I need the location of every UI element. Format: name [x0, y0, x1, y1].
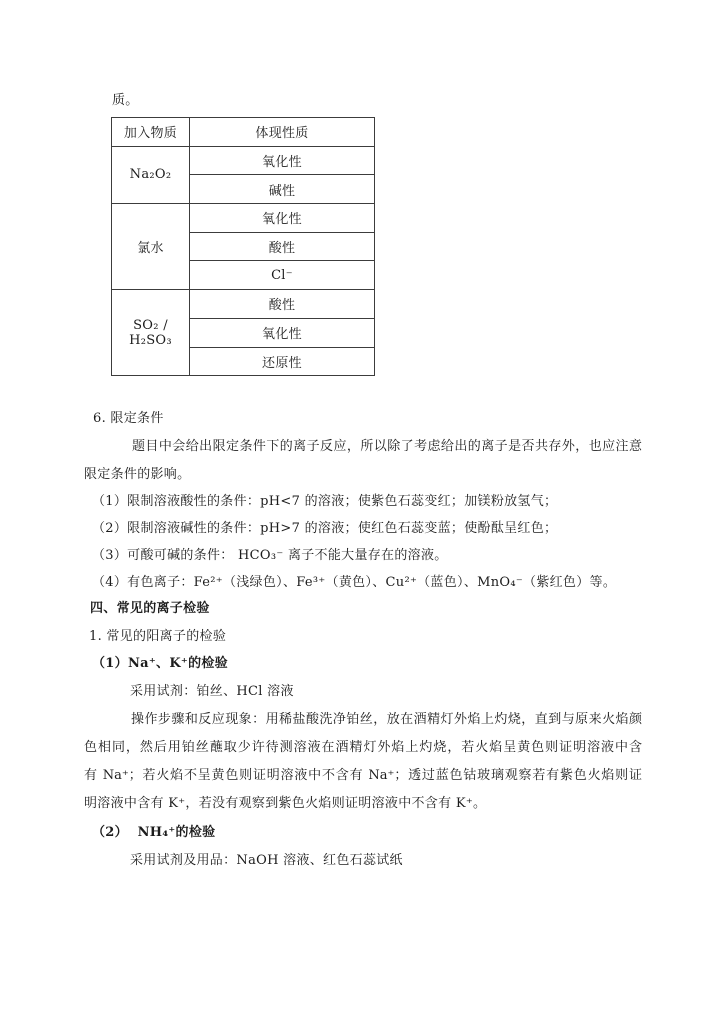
- nh4-test-heading: （2） NH₄⁺的检验: [92, 825, 216, 840]
- property-cell: 氧化性: [190, 204, 375, 233]
- na-k-procedure-line4: 明溶液中含有 K⁺，若没有观察到紫色火焰则证明溶液中不含有 K⁺。: [84, 796, 487, 811]
- condition-item-1: （1）限制溶液酸性的条件：pH<7 的溶液；使紫色石蕊变红；加镁粉放氢气；: [92, 494, 558, 509]
- na-k-test-heading: （1）Na⁺、K⁺的检验: [92, 656, 228, 671]
- cations-subheading: 1. 常见的阳离子的检验: [89, 629, 227, 644]
- property-cell: 碱性: [190, 175, 375, 204]
- na-k-procedure-line3: 有 Na⁺；若火焰不呈黄色则证明溶液中不含有 Na⁺；透过蓝色钴玻璃观察若有紫色火焰则证: [84, 768, 642, 783]
- property-cell: 氧化性: [190, 146, 375, 175]
- na-k-procedure-line1: 操作步骤和反应现象：用稀盐酸洗净铂丝，放在酒精灯外焰上灼烧，直到与原来火焰颜: [131, 712, 642, 727]
- previous-paragraph-tail: 质。: [112, 93, 139, 108]
- substance-cell: Na₂O₂: [112, 146, 190, 203]
- section-6-heading: 6. 限定条件: [93, 411, 164, 426]
- properties-table: [111, 117, 375, 376]
- section6-intro-line2: 限定条件的影响。: [84, 467, 191, 482]
- condition-item-4: （4）有色离子：Fe²⁺（浅绿色）、Fe³⁺（黄色）、Cu²⁺（蓝色）、MnO₄⁻（紫红色）等。: [92, 575, 617, 590]
- section-4-heading: 四、常见的离子检验: [90, 601, 210, 616]
- table-header-property: 体现性质: [190, 118, 375, 147]
- condition-item-2: （2）限制溶液碱性的条件：pH>7 的溶液；使红色石蕊变蓝；使酚酞呈红色；: [92, 521, 558, 536]
- property-cell: 酸性: [190, 290, 375, 319]
- na-k-reagent-line: 采用试剂：铂丝、HCl 溶液: [130, 684, 294, 699]
- property-cell: 氧化性: [190, 318, 375, 347]
- na-k-procedure-line2: 色相同，然后用铂丝蘸取少许待测溶液在酒精灯外焰上灼烧，若火焰呈黄色则证明溶液中含: [84, 740, 642, 755]
- property-cell: 酸性: [190, 232, 375, 261]
- table-header-row: [112, 118, 375, 147]
- nh4-reagent-line: 采用试剂及用品：NaOH 溶液、红色石蕊试纸: [130, 853, 403, 868]
- properties-table-body: [112, 118, 375, 376]
- table-row: [112, 146, 375, 175]
- table-row: [112, 204, 375, 233]
- table-row: [112, 290, 375, 319]
- substance-cell: 氯水: [112, 204, 190, 290]
- condition-item-3: （3）可酸可碱的条件： HCO₃⁻ 离子不能大量存在的溶液。: [92, 548, 448, 563]
- substance-cell: SO₂ / H₂SO₃: [112, 290, 190, 376]
- table-header-substance: 加入物质: [112, 118, 190, 147]
- property-cell: 还原性: [190, 347, 375, 376]
- property-cell: Cl⁻: [190, 261, 375, 290]
- section6-intro-line1: 题目中会给出限定条件下的离子反应，所以除了考虑给出的离子是否共存外，也应注意: [132, 439, 642, 454]
